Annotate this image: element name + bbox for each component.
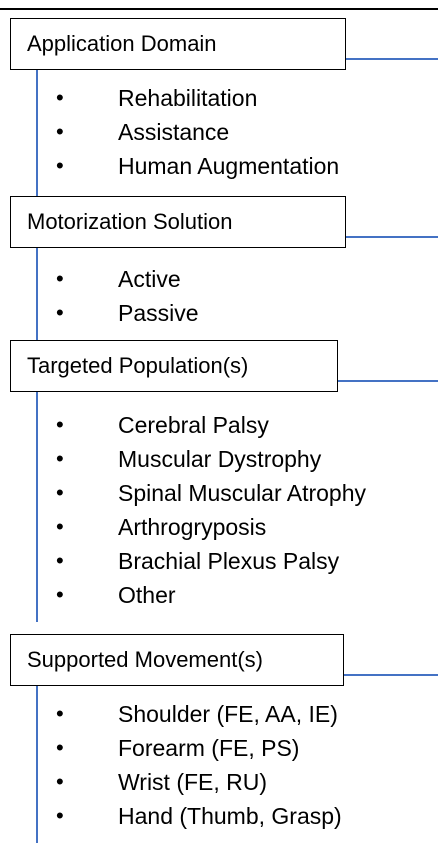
top-divider xyxy=(0,0,438,10)
list-item: • Cerebral Palsy xyxy=(56,408,366,442)
section-title: Application Domain xyxy=(27,31,217,56)
list-item: • Brachial Plexus Palsy xyxy=(56,544,366,578)
list-item: • Hand (Thumb, Grasp) xyxy=(56,799,342,833)
section-application-domain xyxy=(0,18,438,196)
list-item: • Spinal Muscular Atrophy xyxy=(56,476,366,510)
section-header xyxy=(10,18,346,70)
list-item: • Forearm (FE, PS) xyxy=(56,731,342,765)
item-list xyxy=(56,262,199,330)
item-list xyxy=(56,697,342,833)
list-item: • Arthrogryposis xyxy=(56,510,366,544)
list-item: • Rehabilitation xyxy=(56,81,339,115)
section-supported-movements xyxy=(0,634,438,841)
section-title: Motorization Solution xyxy=(27,209,233,234)
list-item: • Active xyxy=(56,262,199,296)
list-item: • Shoulder (FE, AA, IE) xyxy=(56,697,342,731)
item-list xyxy=(56,408,366,612)
list-item: • Assistance xyxy=(56,115,339,149)
item-list xyxy=(56,81,339,183)
section-title: Targeted Population(s) xyxy=(27,353,249,378)
section-motorization-solution xyxy=(0,196,438,340)
section-title: Supported Movement(s) xyxy=(27,647,263,672)
section-header xyxy=(10,196,346,248)
list-item: • Wrist (FE, RU) xyxy=(56,765,342,799)
section-header xyxy=(10,340,338,392)
section-targeted-populations xyxy=(0,340,438,620)
section-header xyxy=(10,634,344,686)
list-item: • Other xyxy=(56,578,366,612)
list-item: • Muscular Dystrophy xyxy=(56,442,366,476)
list-item: • Human Augmentation xyxy=(56,149,339,183)
list-item: • Passive xyxy=(56,296,199,330)
